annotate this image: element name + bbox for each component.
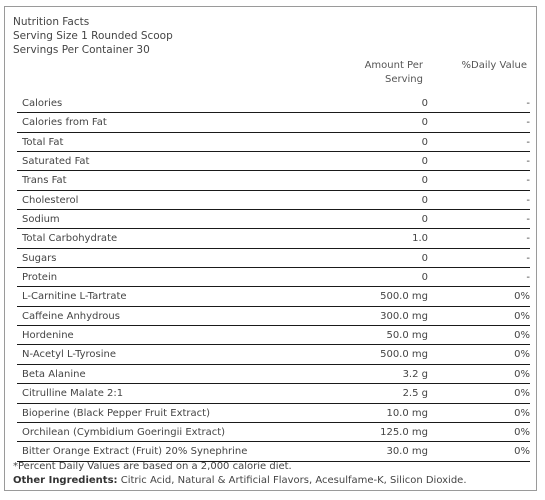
nutrient-amount: 0: [421, 136, 428, 148]
nutrient-daily-value: 0%: [514, 368, 530, 380]
nutrient-amount: 1.0: [412, 233, 428, 245]
nutrient-daily-value: 0%: [514, 310, 530, 322]
table-row: [17, 365, 530, 384]
nutrient-daily-value: -: [526, 272, 530, 284]
nutrient-daily-value: -: [526, 156, 530, 168]
nutrient-name: Beta Alanine: [22, 368, 86, 380]
nutrient-name: Trans Fat: [22, 175, 67, 187]
nutrient-name: Orchilean (Cymbidium Goeringii Extract): [22, 426, 226, 438]
table-row: [17, 210, 530, 229]
nutrition-facts-panel: [4, 6, 537, 491]
nutrient-amount: 125.0 mg: [380, 426, 428, 438]
table-row: [17, 94, 530, 113]
nutrient-amount: 0: [421, 252, 428, 264]
table-row: [17, 404, 530, 423]
nutrient-name: Bitter Orange Extract (Fruit) 20% Synephrine: [22, 446, 248, 458]
table-row: [17, 307, 530, 326]
other-ingredients-label: Other Ingredients:: [13, 475, 118, 486]
nutrient-name: Bioperine (Black Pepper Fruit Extract): [22, 407, 210, 419]
nutrient-daily-value: 0%: [514, 291, 530, 303]
nutrient-daily-value: 0%: [514, 407, 530, 419]
nutrient-daily-value: 0%: [514, 426, 530, 438]
nutrient-name: Caffeine Anhydrous: [22, 310, 120, 322]
other-ingredients: [13, 474, 467, 488]
table-row: [17, 423, 530, 442]
nutrient-name: Total Carbohydrate: [22, 233, 118, 245]
nutrient-name: Sodium: [22, 214, 60, 226]
panel-title: Nutrition Facts: [13, 16, 90, 28]
nutrient-daily-value: -: [526, 233, 530, 245]
table-row: [17, 171, 530, 190]
nutrient-daily-value: -: [526, 98, 530, 109]
nutrient-daily-value: -: [526, 136, 530, 148]
table-row: [17, 384, 530, 403]
nutrient-amount: 30.0 mg: [386, 446, 428, 458]
serving-size: Serving Size 1 Rounded Scoop: [13, 30, 173, 42]
nutrient-amount: 0: [421, 117, 428, 129]
nutrient-amount: 0: [421, 175, 428, 187]
table-row: [17, 249, 530, 268]
nutrient-name: Cholesterol: [22, 194, 79, 206]
amount-header-line1: Amount Per: [364, 60, 423, 71]
nutrient-amount: 500.0 mg: [380, 349, 428, 361]
nutrient-daily-value: 0%: [514, 446, 530, 458]
nutrient-name: Sugars: [22, 252, 57, 264]
nutrient-amount: 0: [421, 272, 428, 284]
nutrient-daily-value: 0%: [514, 349, 530, 361]
nutrient-amount: 10.0 mg: [386, 407, 428, 419]
servings-per-container: Servings Per Container 30: [13, 44, 150, 56]
other-ingredients-text: Citric Acid, Natural & Artificial Flavors, Acesulfame-K, Silicon Dioxide.: [117, 475, 467, 486]
nutrient-daily-value: -: [526, 117, 530, 129]
nutrient-name: Calories: [22, 98, 63, 109]
table-row: [17, 229, 530, 248]
nutrient-amount: 0: [421, 156, 428, 168]
nutrient-name: Protein: [22, 272, 58, 284]
nutrient-amount: 50.0 mg: [386, 330, 428, 342]
nutrient-daily-value: 0%: [514, 330, 530, 342]
table-row: [17, 287, 530, 306]
nutrient-amount: 300.0 mg: [380, 310, 428, 322]
daily-value-header: %Daily Value: [461, 60, 527, 71]
table-row: [17, 326, 530, 345]
amount-header-line2: Serving: [385, 74, 423, 85]
nutrient-daily-value: -: [526, 214, 530, 226]
nutrient-name: Total Fat: [22, 136, 64, 148]
table-row: [17, 191, 530, 210]
daily-value-note: *Percent Daily Values are based on a 2,000 calorie diet.: [13, 461, 292, 472]
nutrient-amount: 0: [421, 214, 428, 226]
nutrient-name: Citrulline Malate 2:1: [22, 388, 124, 400]
nutrient-amount: 3.2 g: [402, 368, 428, 380]
nutrient-amount: 0: [421, 98, 428, 109]
table-row: [17, 268, 530, 287]
nutrient-amount: 500.0 mg: [380, 291, 428, 303]
nutrient-amount: 0: [421, 194, 428, 206]
nutrient-name: Hordenine: [22, 330, 74, 342]
table-row: [17, 345, 530, 364]
nutrient-name: Saturated Fat: [22, 156, 90, 168]
nutrient-daily-value: -: [526, 175, 530, 187]
nutrient-name: Calories from Fat: [22, 117, 107, 129]
table-row: [17, 152, 530, 171]
nutrient-daily-value: 0%: [514, 388, 530, 400]
nutrient-daily-value: -: [526, 252, 530, 264]
nutrient-daily-value: -: [526, 194, 530, 206]
nutrient-table: [17, 94, 530, 462]
table-row: [17, 133, 530, 152]
nutrient-name: L-Carnitine L-Tartrate: [22, 291, 127, 303]
nutrient-name: N-Acetyl L-Tyrosine: [22, 349, 117, 361]
nutrient-amount: 2.5 g: [402, 388, 428, 400]
table-row: [17, 442, 530, 461]
table-row: [17, 113, 530, 132]
